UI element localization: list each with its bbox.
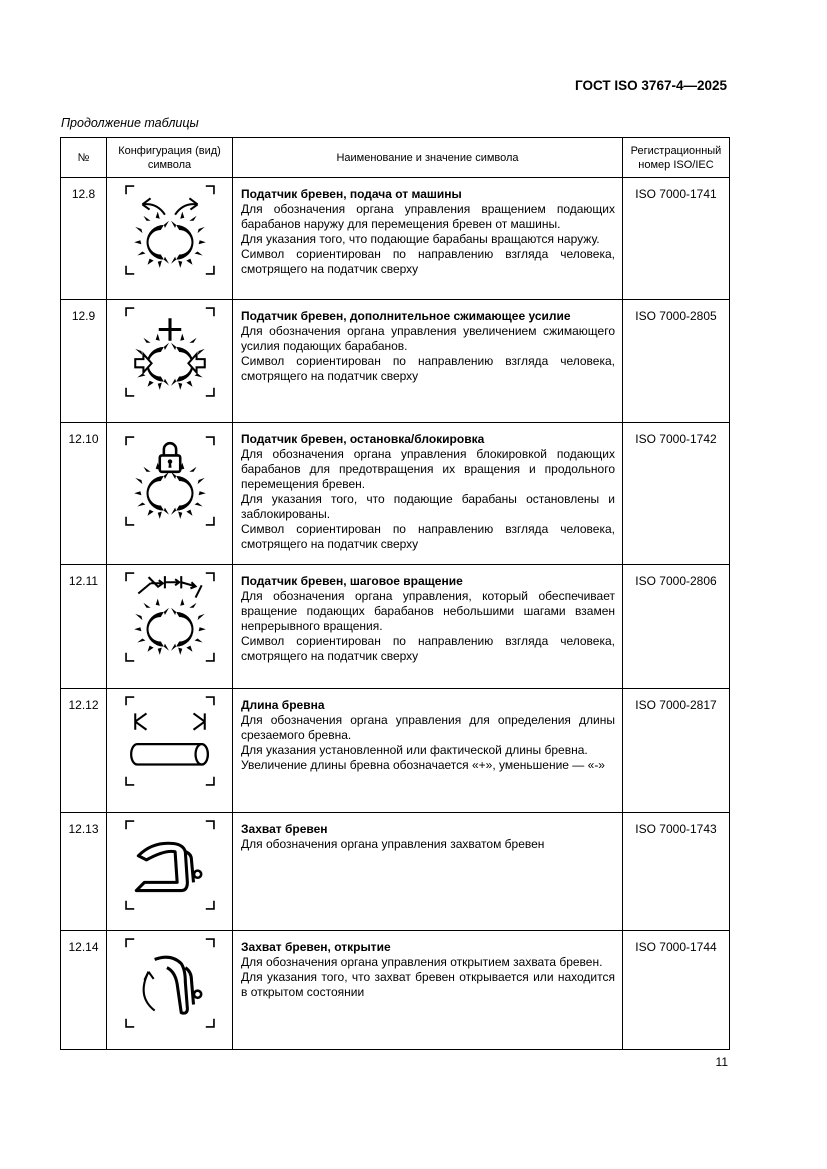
- registration-number: ISO 7000-2817: [623, 689, 730, 813]
- row-number: 12.9: [61, 300, 107, 423]
- description-line: Символ сориентирован по направлению взгляда человека, смотрящего на податчик сверху: [241, 354, 615, 383]
- log-grapple-icon: [124, 819, 216, 911]
- description-line: Для обозначения органа управления вращением подающих барабанов наружу для перемещения бревен от машины.: [241, 202, 615, 231]
- description-line: Для указания того, что подающие барабаны остановлены и заблокированы.: [241, 492, 615, 521]
- description-line: Для обозначения органа управления, который обеспечивает вращение подающих барабанов небольшими шагами взамен непрерывного вращения.: [241, 589, 615, 633]
- description-line: Для указания установленной или фактической длины бревна.: [241, 743, 588, 757]
- row-number: 12.14: [61, 931, 107, 1050]
- symbol-title: Захват бревен: [241, 822, 328, 836]
- registration-number: ISO 7000-1741: [623, 178, 730, 300]
- registration-number: ISO 7000-1742: [623, 423, 730, 565]
- description-line: Для указания того, что подающие барабаны вращаются наружу.: [241, 232, 600, 246]
- row-number: 12.11: [61, 565, 107, 689]
- registration-number: ISO 7000-1744: [623, 931, 730, 1050]
- description-cell: [233, 423, 623, 565]
- symbol-title: Длина бревна: [241, 698, 325, 712]
- description-cell: [233, 565, 623, 689]
- symbol-cell: [107, 813, 233, 931]
- table-row: [61, 813, 730, 931]
- symbol-title: Захват бревен, открытие: [241, 940, 391, 954]
- row-number: 12.12: [61, 689, 107, 813]
- column-header-symbol: Конфигурация (вид) символа: [107, 138, 233, 178]
- description-cell: [233, 178, 623, 300]
- symbol-title: Податчик бревен, остановка/блокировка: [241, 432, 485, 446]
- symbols-table: [60, 137, 730, 1050]
- description-line: Символ сориентирован по направлению взгляда человека, смотрящего на податчик сверху: [241, 247, 615, 276]
- table-header-row: [61, 138, 730, 178]
- table-row: [61, 689, 730, 813]
- table-row: [61, 300, 730, 423]
- symbol-cell: [107, 300, 233, 423]
- log-feeder-step-rotation-icon: [124, 571, 216, 663]
- description-line: Для обозначения органа управления для определения длины срезаемого бревна.: [241, 713, 615, 742]
- symbol-title: Податчик бревен, дополнительное сжимающее усилие: [241, 309, 571, 323]
- description-cell: [233, 689, 623, 813]
- row-number: 12.8: [61, 178, 107, 300]
- registration-number: ISO 7000-1743: [623, 813, 730, 931]
- description-line: Для обозначения органа управления захватом бревен: [241, 837, 545, 851]
- description-line: Увеличение длины бревна обозначается «+», уменьшение — «-»: [241, 758, 605, 772]
- column-header-num: №: [61, 138, 107, 178]
- description-cell: [233, 813, 623, 931]
- log-feeder-lock-icon: [124, 435, 216, 527]
- table-caption: Продолжение таблицы: [61, 116, 199, 130]
- description-line: Для обозначения органа управления открытием захвата бревен.: [241, 955, 603, 969]
- description-line: Символ сориентирован по направлению взгляда человека, смотрящего на податчик сверху: [241, 634, 615, 663]
- document-code: ГОСТ ISO 3767-4—2025: [575, 78, 727, 93]
- log-length-icon: [124, 695, 216, 787]
- description-line: Для обозначения органа управления увеличением сжимающего усилия подающих барабанов.: [241, 324, 615, 353]
- description-line: Для указания того, что захват бревен открывается или находится в открытом состоянии: [241, 970, 615, 999]
- table-row: [61, 178, 730, 300]
- description-line: Символ сориентирован по направлению взгляда человека, смотрящего на податчик сверху: [241, 522, 615, 551]
- page-number: 11: [715, 1055, 728, 1069]
- symbol-cell: [107, 689, 233, 813]
- column-header-reg: Регистрационный номер ISO/IEC: [623, 138, 730, 178]
- row-number: 12.13: [61, 813, 107, 931]
- log-feeder-feed-out-icon: [124, 184, 216, 276]
- table-row: [61, 565, 730, 689]
- table-row: [61, 423, 730, 565]
- symbol-title: Податчик бревен, подача от машины: [241, 187, 462, 201]
- row-number: 12.10: [61, 423, 107, 565]
- symbol-cell: [107, 423, 233, 565]
- log-grapple-open-icon: [124, 937, 216, 1029]
- registration-number: ISO 7000-2806: [623, 565, 730, 689]
- symbol-cell: [107, 178, 233, 300]
- symbol-cell: [107, 565, 233, 689]
- description-line: Для обозначения органа управления блокировкой подающих барабанов для предотвращения их вращения и продольного перемещения бревен.: [241, 447, 615, 491]
- symbol-cell: [107, 931, 233, 1050]
- symbol-title: Податчик бревен, шаговое вращение: [241, 574, 463, 588]
- registration-number: ISO 7000-2805: [623, 300, 730, 423]
- description-cell: [233, 300, 623, 423]
- column-header-name: Наименование и значение символа: [233, 138, 623, 178]
- description-cell: [233, 931, 623, 1050]
- log-feeder-extra-clamp-icon: [124, 306, 216, 398]
- table-row: [61, 931, 730, 1050]
